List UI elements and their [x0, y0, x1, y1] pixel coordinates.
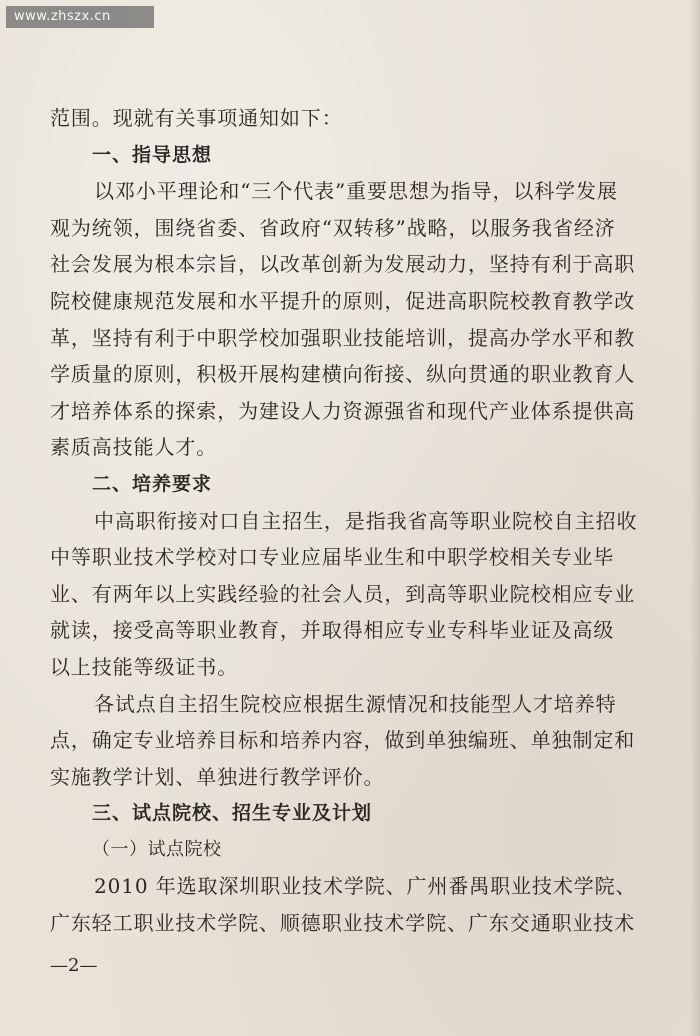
- subsection-heading-pilot-schools: （一）试点院校: [92, 838, 222, 860]
- page-edge-shadow: [690, 0, 700, 1036]
- section-heading-guiding-ideology: 一、指导思想: [92, 143, 213, 166]
- text-line: 以邓小平理论和“三个代表”重要思想为指导，以科学发展: [94, 179, 618, 204]
- page-number: —2—: [50, 955, 98, 976]
- text-line: 广东轻工职业技术学院、顺德职业技术学院、广东交通职业技术: [50, 911, 636, 936]
- document-body: [50, 100, 650, 942]
- text-line: 社会发展为根本宗旨，以改革创新为发展动力，坚持有利于高职: [50, 252, 636, 277]
- section-heading-training-requirements: 二、培养要求: [92, 472, 213, 495]
- section-heading-pilot-schools: 三、试点院校、招生专业及计划: [92, 802, 373, 825]
- text-line: 以上技能等级证书。: [50, 654, 239, 679]
- text-line: 点，确定专业培养目标和培养内容，做到单独编班、单独制定和: [50, 728, 636, 753]
- text-line: 2010 年选取深圳职业技术学院、广州番禺职业技术学院、: [94, 874, 637, 899]
- text-line: 才培养体系的探索，为建设人力资源强省和现代产业体系提供高: [50, 398, 636, 423]
- text-line: 素质高技能人才。: [50, 435, 218, 460]
- text-line: 学质量的原则，积极开展构建横向衔接、纵向贯通的职业教育人: [50, 362, 636, 387]
- text-line: 观为统领，围绕省委、省政府“双转移”战略，以服务我省经济: [50, 215, 616, 240]
- text-line: 革，坚持有利于中职学校加强职业技能培训，提高办学水平和教: [50, 325, 636, 350]
- site-watermark: www.zhszx.cn: [6, 6, 154, 28]
- text-line: 范围。现就有关事项通知如下：: [50, 106, 343, 130]
- text-line: 实施教学计划、单独进行教学评价。: [50, 764, 385, 789]
- text-line: 中等职业技术学校对口专业应届毕业生和中职学校相关专业毕: [50, 545, 615, 570]
- text-line: 各试点自主招生院校应根据生源情况和技能型人才培养特: [94, 691, 617, 716]
- text-line: 院校健康规范发展和水平提升的原则，促进高职院校教育教学改: [50, 288, 636, 313]
- text-line: 中高职衔接对口自主招生，是指我省高等职业院校自主招收: [94, 508, 638, 533]
- text-line: 业、有两年以上实践经验的社会人员，到高等职业院校相应专业: [50, 581, 636, 606]
- text-line: 就读，接受高等职业教育，并取得相应专业专科毕业证及高级: [50, 618, 615, 643]
